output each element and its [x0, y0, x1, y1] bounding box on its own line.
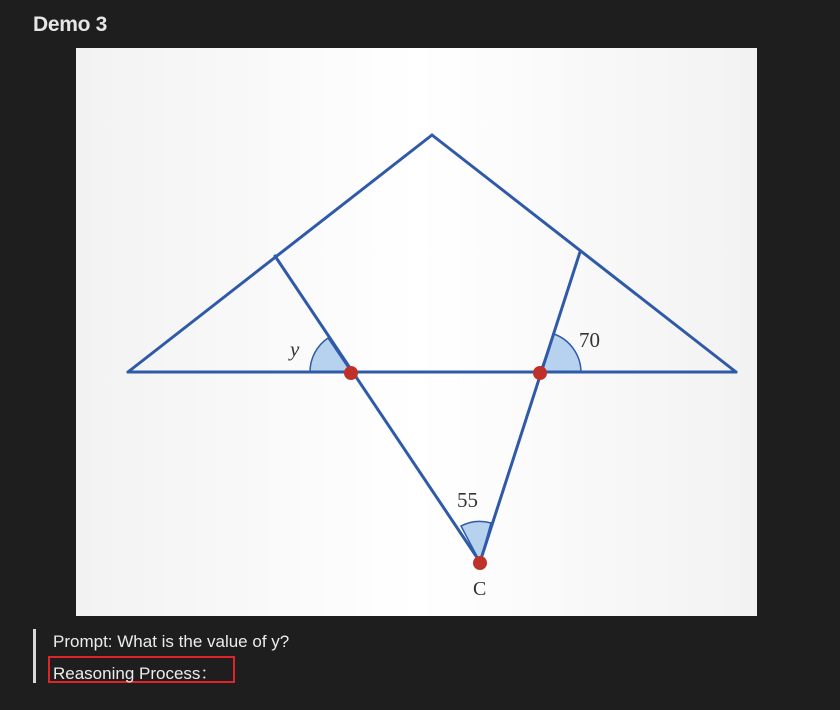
- angle-y-wedge: [310, 338, 351, 372]
- big-triangle-left-side: [128, 135, 432, 372]
- reasoning-process-label: Reasoning Process：: [53, 664, 218, 683]
- angle-55-label: 55: [457, 488, 478, 512]
- vertex-c-point: [473, 556, 487, 570]
- angle-y-label: y: [290, 337, 300, 361]
- vertex-c-label: C: [473, 578, 487, 600]
- geometry-diagram: [76, 48, 757, 616]
- right-transversal-line: [480, 252, 580, 562]
- left-intersection-point: [344, 366, 358, 380]
- right-intersection-point: [533, 366, 547, 380]
- prompt-text: Prompt: What is the value of y?: [53, 632, 290, 651]
- angle-70-label: 70: [579, 328, 600, 352]
- quote-bar: [33, 629, 36, 683]
- demo-title: Demo 3: [33, 13, 108, 36]
- left-transversal-line: [275, 256, 480, 562]
- geometry-figure: [76, 48, 757, 616]
